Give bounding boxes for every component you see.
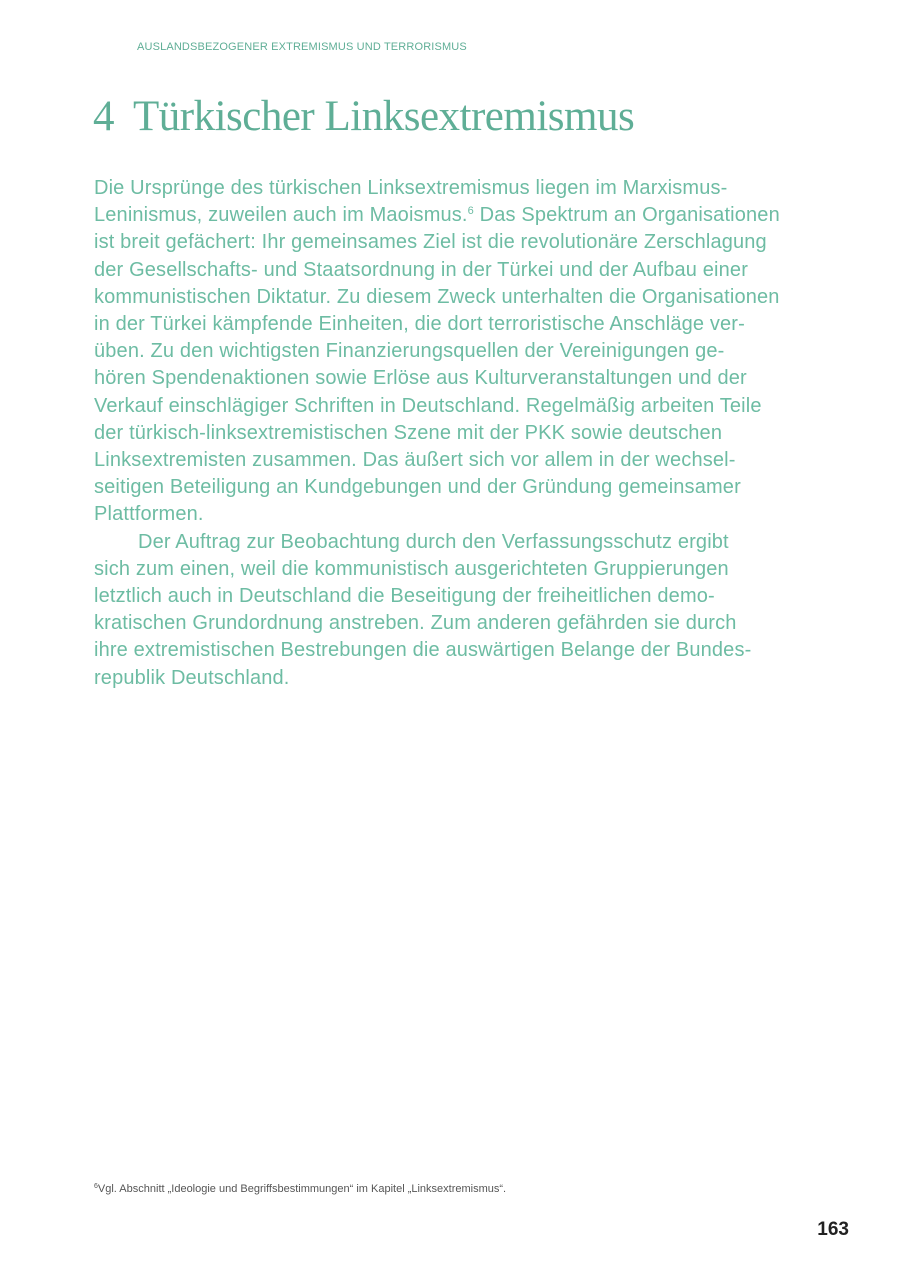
text-line: sich zum einen, weil die kommunistisch ausgerichteten Gruppierungen bbox=[94, 557, 729, 580]
text-line: üben. Zu den wichtigsten Finanzierungsquellen der Vereinigungen ge- bbox=[94, 340, 725, 363]
text-line: letztlich auch in Deutschland die Beseitigung der freiheitlichen demo- bbox=[94, 585, 715, 608]
text-segment: Das Spektrum an Organisationen bbox=[473, 204, 780, 227]
running-header: AUSLANDSBEZOGENER EXTREMISMUS UND TERRORISMUS bbox=[137, 41, 467, 53]
footnote-reference: 6 bbox=[467, 205, 474, 218]
footnote-marker: 6 bbox=[94, 1183, 98, 1190]
text-segment: Leninismus, zuweilen auch im Maoismus. bbox=[94, 204, 468, 227]
text-line: Die Ursprünge des türkischen Linksextremismus liegen im Marxismus- bbox=[94, 177, 728, 199]
text-line: kommunistischen Diktatur. Zu diesem Zweck unterhalten die Organisationen bbox=[94, 285, 780, 308]
chapter-title-text: Türkischer Linksextremismus bbox=[133, 93, 635, 140]
text-line: republik Deutschland. bbox=[94, 666, 290, 689]
text-line: ihre extremistischen Bestrebungen die auswärtigen Belange der Bundes- bbox=[94, 639, 752, 662]
chapter-title bbox=[93, 92, 634, 141]
text-line: Der Auftrag zur Beobachtung durch den Verfassungsschutz ergibt bbox=[138, 530, 729, 553]
text-line: Plattformen. bbox=[94, 503, 204, 526]
text-line: der Gesellschafts- und Staatsordnung in der Türkei und der Aufbau einer bbox=[94, 258, 749, 281]
text-line: der türkisch-linksextremistischen Szene mit der PKK sowie deutschen bbox=[94, 421, 723, 444]
paragraph-1 bbox=[94, 175, 854, 529]
chapter-number: 4 bbox=[93, 93, 114, 140]
text-line: in der Türkei kämpfende Einheiten, die dort terroristische Anschläge ver- bbox=[94, 313, 745, 336]
text-line: Linksextremisten zusammen. Das äußert sich vor allem in der wechsel- bbox=[94, 449, 736, 472]
footnote-text: Vgl. Abschnitt „Ideologie und Begriffsbestimmungen“ im Kapitel „Linksextremismus“. bbox=[97, 1183, 507, 1195]
text-line: hören Spendenaktionen sowie Erlöse aus Kulturveranstaltungen und der bbox=[94, 367, 747, 390]
paragraph-2 bbox=[94, 529, 854, 692]
text-line: kratischen Grundordnung anstreben. Zum anderen gefährden sie durch bbox=[94, 612, 737, 635]
page-number: 163 bbox=[817, 1219, 849, 1240]
text-line: ist breit gefächert: Ihr gemeinsames Ziel ist die revolutionäre Zerschlagung bbox=[94, 231, 767, 254]
text-line bbox=[94, 202, 854, 229]
text-line: Verkauf einschlägiger Schriften in Deutschland. Regelmäßig arbeiten Teile bbox=[94, 394, 762, 417]
text-line: seitigen Beteiligung an Kundgebungen und der Gründung gemeinsamer bbox=[94, 476, 741, 499]
body-text bbox=[94, 175, 854, 692]
footnote bbox=[94, 1183, 506, 1195]
